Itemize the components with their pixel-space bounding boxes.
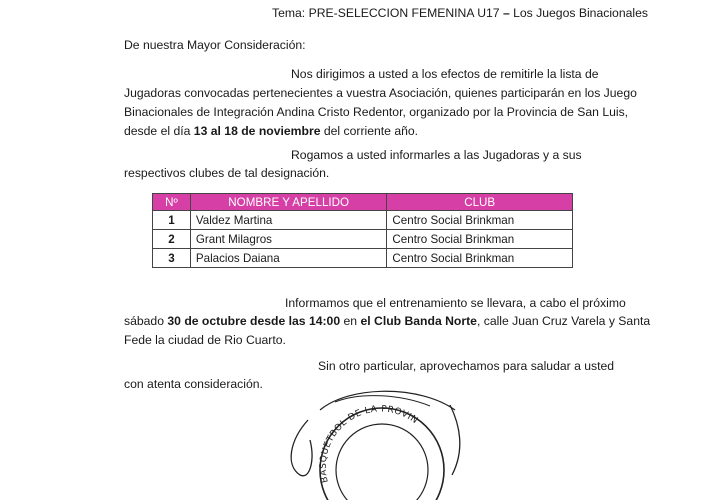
paragraph1-line4-post: del corriente año. <box>320 124 419 138</box>
subject-dash: – <box>502 6 510 20</box>
paragraph3-line2 <box>124 312 650 331</box>
table-row <box>153 249 573 268</box>
header-name: NOMBRE Y APELLIDO <box>190 194 387 211</box>
paragraph1-line2: Jugadoras convocadas pertenecientes a vuestra Asociación, quienes participarán en los Juego <box>124 86 637 100</box>
row-num: 3 <box>153 249 191 268</box>
signature-stroke <box>450 405 460 475</box>
training-venue: el Club Banda Norte <box>360 314 477 328</box>
training-date: 30 de octubre desde las 14:00 <box>167 314 341 328</box>
paragraph1-line4-pre: desde el día <box>124 124 194 138</box>
seal-inner-ring <box>336 424 428 500</box>
paragraph3-line2-pre: sábado <box>124 314 168 328</box>
table-row <box>153 230 573 249</box>
closing-line2: con atenta consideración. <box>124 377 263 391</box>
subject-value: PRE-SELECCION FEMENINA U17 <box>308 6 500 20</box>
subject-line <box>272 4 648 23</box>
row-name: Valdez Martina <box>190 211 387 230</box>
paragraph1-line1: Nos dirigimos a usted a los efectos de remitirle la lista de <box>291 67 599 81</box>
paragraph1-line3: Binacionales de Integración Andina Cristo Redentor, organizado por la Provincia de San Luis, <box>124 105 629 119</box>
row-num: 2 <box>153 230 191 249</box>
paragraph3-line1: Informamos que el entrenamiento se llevara, a cabo el próximo <box>285 296 626 310</box>
subject-event: Los Juegos Binacionales <box>513 6 648 20</box>
paragraph3-line2-mid: en <box>340 314 361 328</box>
paragraph1-line4 <box>124 122 418 141</box>
paragraph2-line1: Rogamos a usted informarles a las Jugadoras y a sus <box>291 148 582 162</box>
paragraph3-line3: Fede la ciudad de Rio Cuarto. <box>124 333 286 347</box>
header-num: Nº <box>153 194 191 211</box>
row-name: Palacios Daiana <box>190 249 387 268</box>
signature-stroke <box>335 396 430 406</box>
subject-label: Tema: <box>272 6 306 20</box>
seal-text: BASQUETBOL DE LA PROVIN <box>318 404 420 484</box>
players-table <box>152 193 573 268</box>
seal-and-signature <box>280 380 490 500</box>
table-row <box>153 211 573 230</box>
signature-stroke <box>291 420 312 476</box>
table-header-row <box>153 194 573 211</box>
date-range: 13 al 18 de noviembre <box>193 124 321 138</box>
paragraph2-line2: respectivos clubes de tal designación. <box>124 166 330 180</box>
row-name: Grant Milagros <box>190 230 387 249</box>
greeting: De nuestra Mayor Consideración: <box>124 38 306 52</box>
paragraph3-line2-post: , calle Juan Cruz Varela y Santa <box>476 314 651 328</box>
row-club: Centro Social Brinkman <box>387 249 573 268</box>
closing-line1: Sin otro particular, aprovechamos para saludar a usted <box>318 359 615 373</box>
row-club: Centro Social Brinkman <box>387 211 573 230</box>
row-num: 1 <box>153 211 191 230</box>
row-club: Centro Social Brinkman <box>387 230 573 249</box>
header-club: CLUB <box>387 194 573 211</box>
